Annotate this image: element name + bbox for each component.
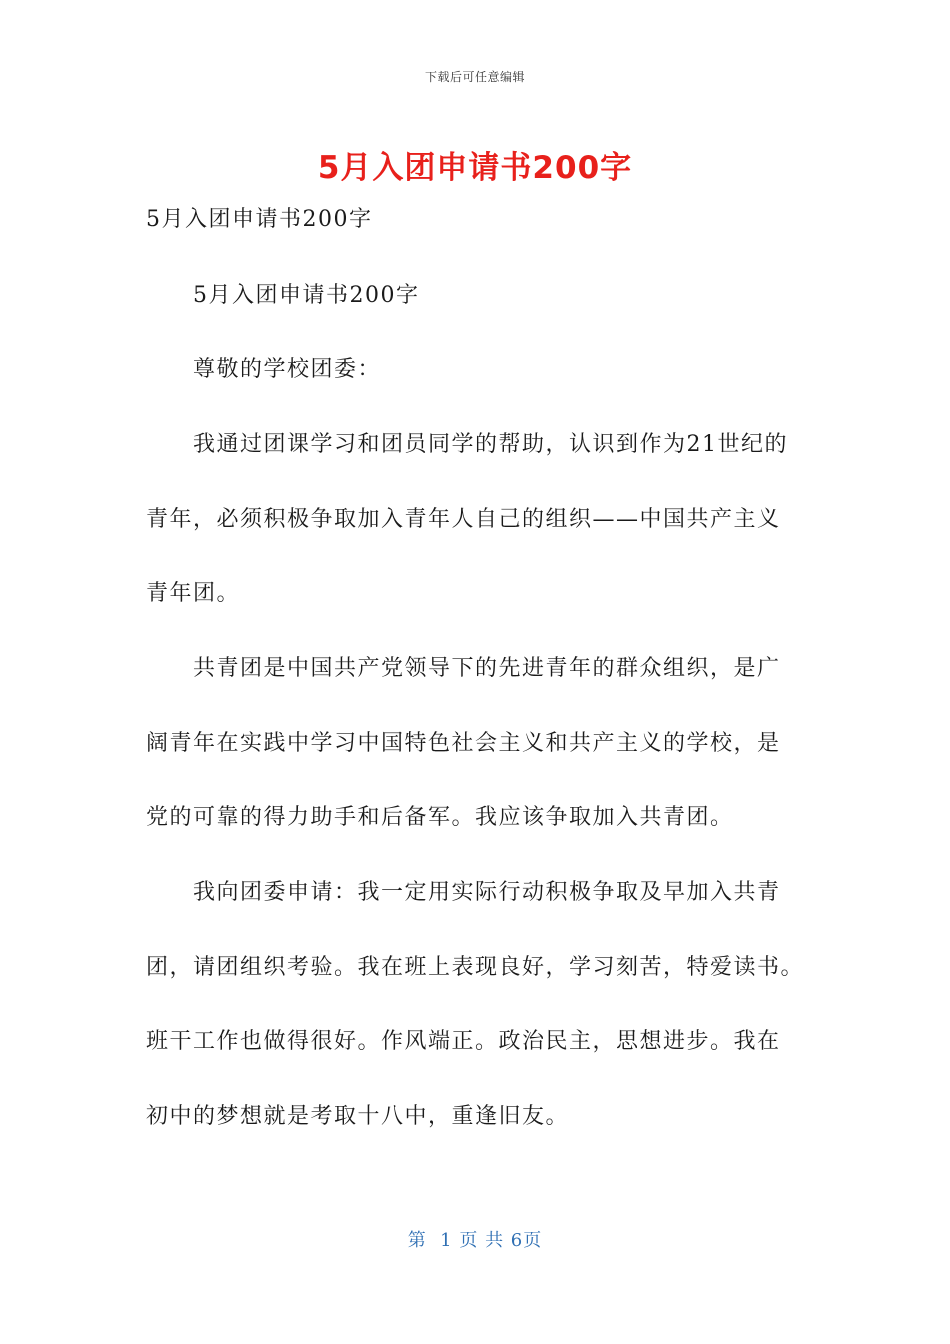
paragraph-line: 班干工作也做得很好。作风端正。政治民主，思想进步。我在 xyxy=(146,1029,781,1054)
paragraph-line: 共青团是中国共产党领导下的先进青年的群众组织，是广 xyxy=(193,656,781,681)
subtitle-line: 5月入团申请书200字 xyxy=(146,207,373,232)
paragraph-line: 阔青年在实践中学习中国特色社会主义和共产主义的学校，是 xyxy=(146,731,781,756)
paragraph-line: 青年，必须积极争取加入青年人自己的组织——中国共产主义 xyxy=(146,507,781,532)
paragraph-line: 初中的梦想就是考取十八中，重逢旧友。 xyxy=(146,1104,570,1129)
paragraph-line: 5月入团申请书200字 xyxy=(193,283,420,308)
paragraph-line: 团，请团组织考验。我在班上表现良好，学习刻苦，特爱读书。 xyxy=(146,955,805,980)
salutation-line: 尊敬的学校团委： xyxy=(193,357,382,382)
paragraph-line: 我通过团课学习和团员同学的帮助，认识到作为21世纪的 xyxy=(193,432,788,457)
page-number-footer: 第 1 页 共 6页 xyxy=(407,1230,543,1251)
paragraph-line: 党的可靠的得力助手和后备军。我应该争取加入共青团。 xyxy=(146,805,734,830)
header-note: 下载后可任意编辑 xyxy=(424,70,525,84)
paragraph-line: 青年团。 xyxy=(146,581,241,606)
document-title: 5月入团申请书200字 xyxy=(317,150,633,186)
paragraph-line: 我向团委申请：我一定用实际行动积极争取及早加入共青 xyxy=(193,880,781,905)
